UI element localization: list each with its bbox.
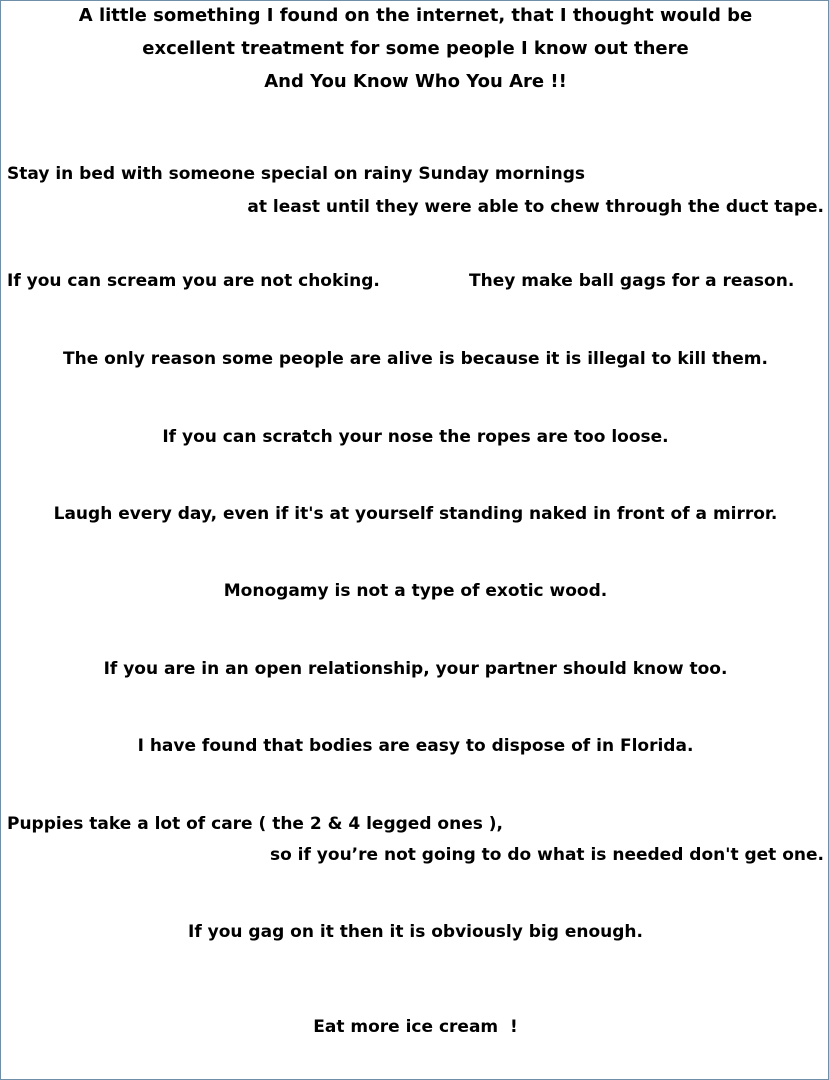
quote-3: The only reason some people are alive is because it is illegal to kill them. — [63, 349, 768, 369]
quote-6: Monogamy is not a type of exotic wood. — [223, 581, 608, 601]
quote-2-row — [1, 270, 829, 292]
quote-11: Eat more ice cream ! — [313, 1017, 518, 1037]
quote-9-line-2: so if you’re not going to do what is needed don't get one. — [269, 845, 824, 865]
quote-2-part-2: They make ball gags for a reason. — [469, 271, 795, 291]
quote-1-line-1: Stay in bed with someone special on rainy Sunday mornings — [7, 164, 585, 184]
quote-10: If you gag on it then it is obviously big enough. — [188, 922, 643, 942]
quote-4: If you can scratch your nose the ropes are too loose. — [162, 427, 669, 447]
quote-8: I have found that bodies are easy to dispose of in Florida. — [137, 736, 694, 756]
header-line-2: excellent treatment for some people I know out there — [142, 38, 689, 59]
header-line-1: A little something I found on the internet, that I thought would be — [78, 5, 753, 26]
quote-1-line-2: at least until they were able to chew through the duct tape. — [247, 197, 824, 217]
quote-9-line-1: Puppies take a lot of care ( the 2 & 4 legged ones ), — [7, 814, 503, 834]
quote-5: Laugh every day, even if it's at yourself standing naked in front of a mirror. — [53, 504, 778, 524]
quote-7: If you are in an open relationship, your partner should know too. — [103, 659, 728, 679]
quote-2-part-1: If you can scream you are not choking. — [7, 271, 380, 291]
header-line-3: And You Know Who You Are !! — [264, 71, 567, 92]
